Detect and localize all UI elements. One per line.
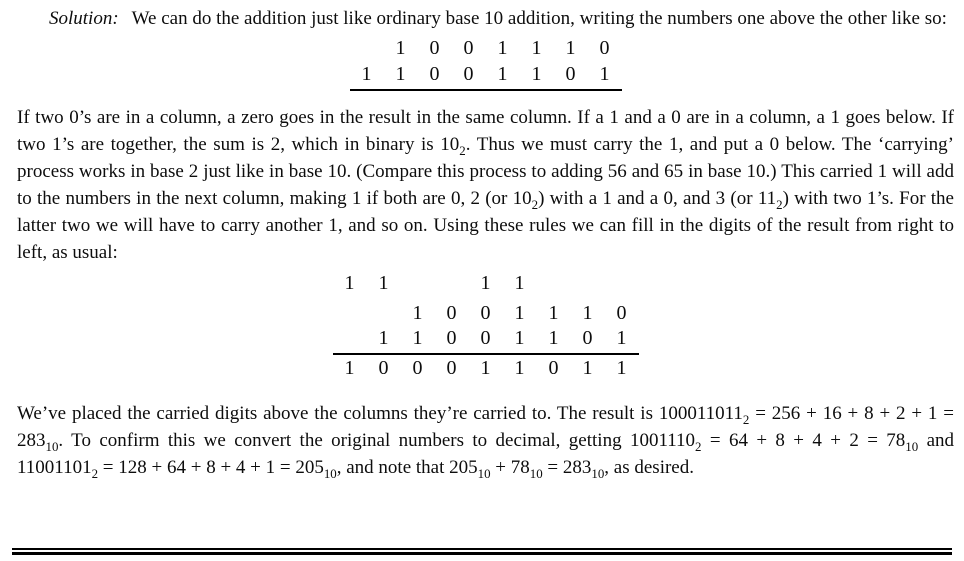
text-segment: We can do the addition just like ordinary base 10 addition, writing the numbers one above the other like so:	[127, 8, 947, 29]
solution-intro-paragraph	[17, 5, 954, 32]
setup-addend1-row	[350, 35, 622, 61]
digit-cell: 1	[480, 357, 491, 379]
text-segment: 10	[905, 438, 919, 454]
text-segment: + 78	[490, 457, 530, 478]
setup-sum-line	[350, 89, 622, 91]
digit-cell: 0	[429, 63, 440, 85]
text-segment: = 283	[542, 457, 592, 478]
worked-addend1-row	[333, 301, 639, 326]
digit-cell: 1	[395, 37, 406, 59]
text-segment: and 11001101	[17, 430, 955, 478]
digit-cell: 1	[497, 63, 508, 85]
digit-cell: 1	[548, 327, 559, 349]
digit-cell: 0	[480, 327, 491, 349]
digit-cell: 1	[514, 272, 525, 294]
text-segment: 2	[459, 142, 466, 158]
digit-cell: 0	[429, 37, 440, 59]
digit-cell	[571, 271, 605, 296]
worked-addend2-row	[333, 326, 639, 351]
text-segment: 2	[776, 196, 783, 212]
digit-cell	[333, 326, 367, 351]
digit-cell: 1	[599, 63, 610, 85]
text-segment: 2	[531, 196, 539, 212]
digit-cell	[435, 271, 469, 296]
worked-result-row	[333, 356, 639, 381]
digit-cell: 1	[514, 302, 525, 324]
digit-cell: 0	[548, 357, 559, 379]
digit-cell: 1	[361, 63, 372, 85]
text-segment: = 256 + 16 + 8 + 2 + 1 = 283	[17, 403, 954, 451]
digit-cell: 1	[565, 37, 576, 59]
text-segment: 2	[742, 411, 750, 427]
text-segment: 10	[477, 465, 491, 481]
digit-cell: 1	[378, 272, 389, 294]
digit-cell: 1	[616, 327, 627, 349]
text-segment: ) with two 1’s. For the latter two we will have to carry another 1, and so on. Using these rules we can fill in the digits of the result from right to left, as usual:	[17, 188, 954, 263]
digit-cell: 0	[446, 357, 457, 379]
digit-cell: 1	[582, 357, 593, 379]
digit-cell: 1	[344, 272, 355, 294]
digit-cell: 0	[446, 327, 457, 349]
binary-addition-worked	[333, 271, 639, 381]
digit-cell: 0	[463, 63, 474, 85]
digit-cell: 0	[463, 37, 474, 59]
digit-cell	[350, 35, 384, 61]
digit-cell: 1	[412, 302, 423, 324]
digit-cell: 1	[412, 327, 423, 349]
text-segment: , as desired.	[604, 457, 694, 478]
text-segment: 2	[695, 438, 702, 454]
result-verification-paragraph	[17, 400, 954, 481]
digit-cell: 1	[531, 63, 542, 85]
text-segment: , and note that 205	[336, 457, 478, 478]
digit-cell: 0	[565, 63, 576, 85]
digit-cell: 1	[480, 272, 491, 294]
digit-cell: 1	[548, 302, 559, 324]
digit-cell	[333, 301, 367, 326]
binary-addition-setup	[350, 35, 622, 91]
worked-carry-row	[333, 271, 639, 296]
digit-cell: 0	[480, 302, 491, 324]
digit-cell: 1	[514, 327, 525, 349]
text-segment: 2	[91, 465, 99, 481]
digit-cell: 1	[378, 327, 389, 349]
digit-cell: 0	[582, 327, 593, 349]
text-segment: 10	[45, 438, 59, 454]
text-segment: Solution:	[49, 8, 119, 29]
digit-cell: 1	[344, 357, 355, 379]
text-segment: ) with a 1 and a 0, and 3 (or 11	[538, 188, 777, 209]
text-segment: . Thus we must carry the 1, and put a 0 below. The ‘carrying’ process works in base 2 just like in base 10. (Compare this process to adding 56 and 65 in base 10.) This carried 1 will add to the numbers in the next column, making 1 if both are 0, 2 (or 10	[17, 134, 954, 209]
digit-cell: 1	[395, 63, 406, 85]
setup-addend2-row	[350, 61, 622, 87]
worked-sum-line	[333, 353, 639, 355]
carrying-explanation-paragraph	[17, 104, 954, 266]
text-segment: We’ve placed the carried digits above the columns they’re carried to. The result is 100011011	[17, 403, 743, 424]
digit-cell: 0	[378, 357, 389, 379]
digit-cell: 1	[514, 357, 525, 379]
digit-cell	[367, 301, 401, 326]
text-segment: = 64 + 8 + 4 + 2 = 78	[701, 430, 906, 451]
digit-cell	[605, 271, 639, 296]
text-segment: . To confirm this we convert the original numbers to decimal, getting 1001110	[58, 430, 696, 451]
digit-cell	[537, 271, 571, 296]
text-segment: = 128 + 64 + 8 + 4 + 1 = 205	[98, 457, 324, 478]
digit-cell: 0	[616, 302, 627, 324]
text-segment: 10	[591, 465, 605, 481]
text-segment: 10	[323, 465, 337, 481]
digit-cell: 0	[412, 357, 423, 379]
digit-cell: 0	[599, 37, 610, 59]
text-segment: If two 0’s are in a column, a zero goes in the result in the same column. If a 1 and a 0 are in a column, a 1 goes below. If two 1’s are together, the sum is 2, which in binary is 10	[17, 107, 954, 155]
digit-cell: 0	[446, 302, 457, 324]
digit-cell: 1	[497, 37, 508, 59]
digit-cell: 1	[531, 37, 542, 59]
digit-cell	[401, 271, 435, 296]
section-divider-rule	[12, 548, 952, 555]
text-segment: 10	[529, 465, 543, 481]
digit-cell: 1	[616, 357, 627, 379]
digit-cell: 1	[582, 302, 593, 324]
